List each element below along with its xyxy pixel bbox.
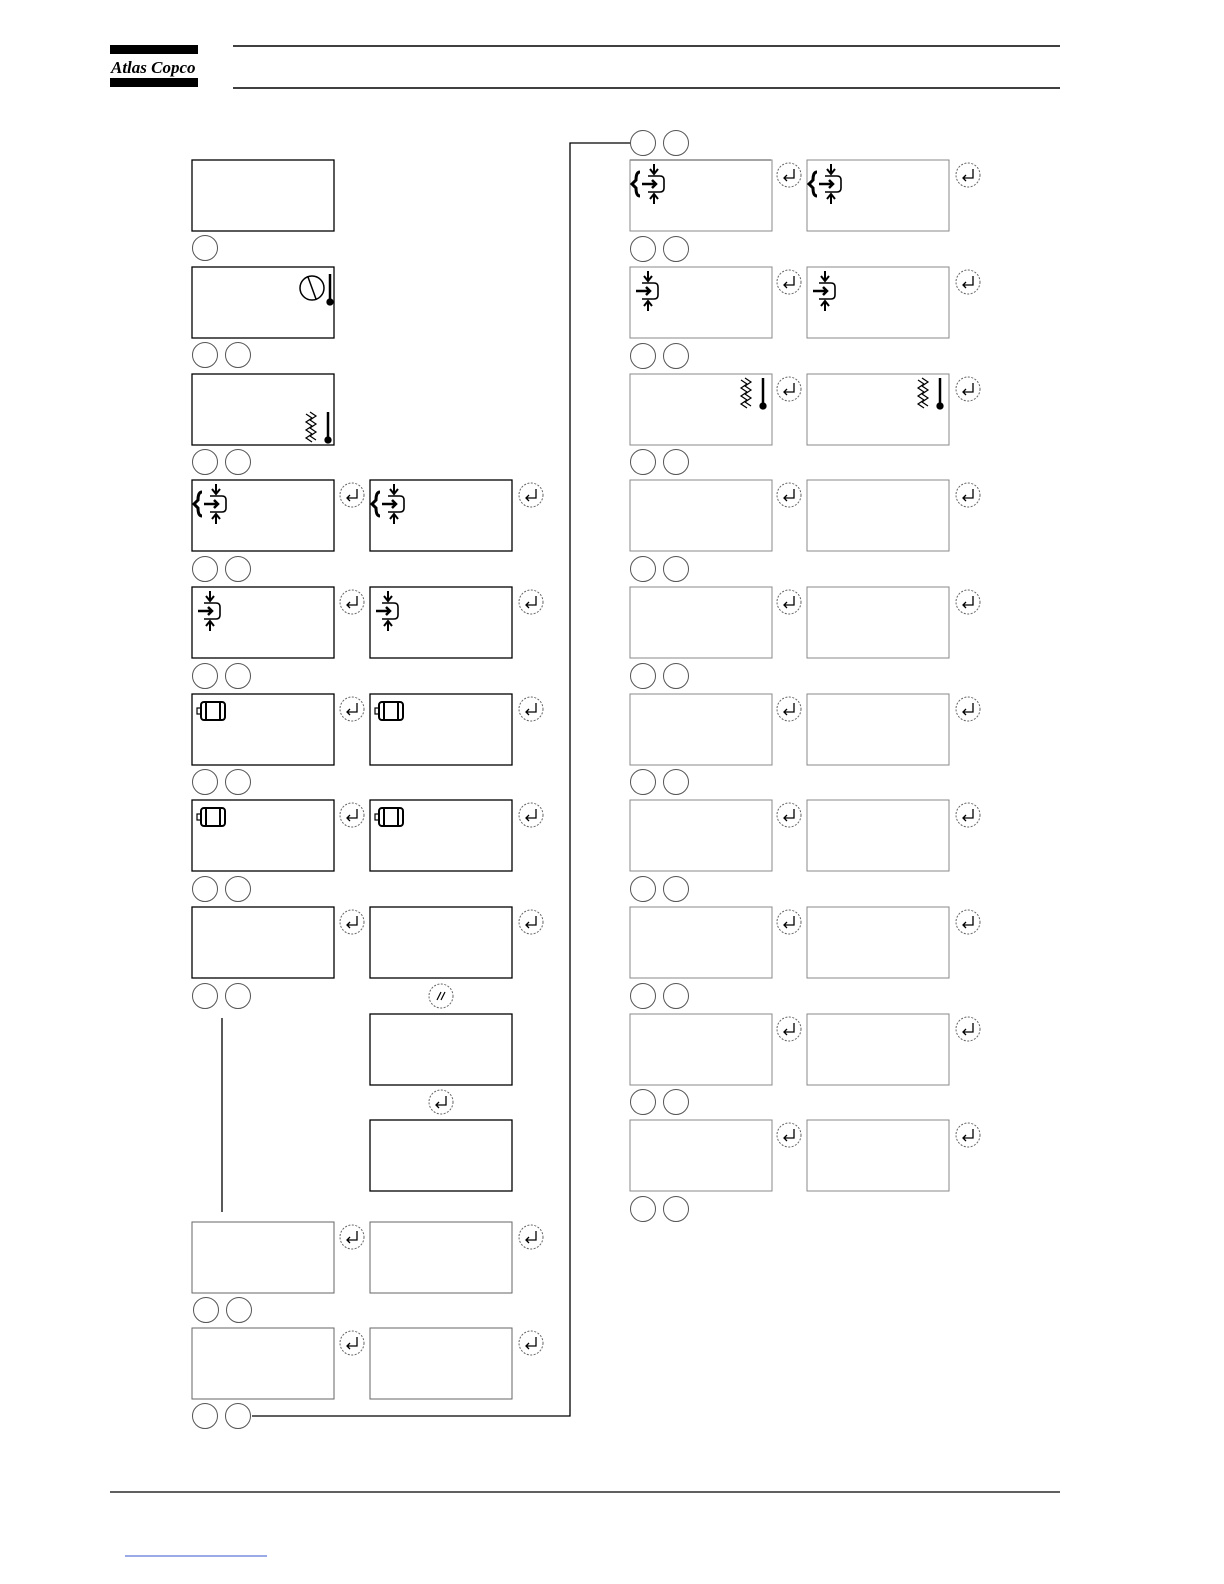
display-screen <box>807 374 949 445</box>
display-screen <box>192 907 334 978</box>
element-temperature-icon <box>741 378 766 409</box>
nav-button-pair[interactable] <box>631 1197 689 1222</box>
enter-icon[interactable] <box>956 483 980 507</box>
display-screen <box>630 1014 772 1085</box>
enter-icon[interactable] <box>519 590 543 614</box>
pressure-input-icon <box>376 591 398 631</box>
enter-icon[interactable] <box>340 483 364 507</box>
nav-button-pair[interactable] <box>193 1404 251 1429</box>
nav-button-pair[interactable] <box>193 450 251 475</box>
display-screen <box>192 800 334 871</box>
display-screen <box>630 480 772 551</box>
display-screen <box>370 1222 512 1293</box>
pressure-split-icon <box>632 164 664 204</box>
connector-line <box>252 143 631 1416</box>
pressure-input-icon <box>636 271 658 311</box>
nav-button-pair[interactable] <box>631 877 689 902</box>
enter-icon[interactable] <box>777 803 801 827</box>
enter-icon[interactable] <box>956 1123 980 1147</box>
enter-icon[interactable] <box>956 910 980 934</box>
motor-icon <box>197 808 225 826</box>
pressure-input-icon <box>198 591 220 631</box>
display-screen <box>192 160 334 231</box>
right-column <box>630 131 980 1222</box>
enter-icon[interactable] <box>519 803 543 827</box>
nav-button-pair[interactable] <box>193 343 251 368</box>
enter-icon[interactable] <box>340 1331 364 1355</box>
footer <box>110 1492 1060 1556</box>
pressure-input-icon <box>813 271 835 311</box>
motor-icon <box>197 702 225 720</box>
nav-button-pair[interactable] <box>631 557 689 582</box>
display-screen <box>807 1120 949 1191</box>
enter-icon[interactable] <box>777 377 801 401</box>
display-screen <box>370 800 512 871</box>
enter-icon[interactable] <box>956 163 980 187</box>
compressor-temperature-icon <box>300 274 333 305</box>
nav-button-pair[interactable] <box>194 1298 252 1323</box>
display-screen <box>192 694 334 765</box>
nav-button-pair[interactable] <box>631 344 689 369</box>
nav-button-pair[interactable] <box>631 450 689 475</box>
display-screen <box>807 1014 949 1085</box>
motor-icon <box>375 702 403 720</box>
element-temperature-icon <box>918 378 943 409</box>
enter-icon[interactable] <box>519 1331 543 1355</box>
nav-button-pair[interactable] <box>193 770 251 795</box>
logo <box>110 45 198 87</box>
nav-button-pair[interactable] <box>193 877 251 902</box>
enter-icon[interactable] <box>777 1123 801 1147</box>
enter-icon[interactable] <box>777 163 801 187</box>
enter-icon[interactable] <box>519 910 543 934</box>
display-screen <box>192 1222 334 1293</box>
enter-icon[interactable] <box>429 1090 453 1114</box>
logo-text: Atlas Copco <box>111 58 196 77</box>
nav-button-pair[interactable] <box>193 557 251 582</box>
left-column <box>192 143 631 1429</box>
header <box>110 45 1060 88</box>
motor-icon <box>375 808 403 826</box>
nav-button-pair[interactable] <box>631 131 689 156</box>
display-screen <box>630 800 772 871</box>
display-screen <box>807 907 949 978</box>
enter-icon[interactable] <box>777 590 801 614</box>
nav-button-pair[interactable] <box>193 984 251 1009</box>
enter-icon[interactable] <box>519 697 543 721</box>
enter-icon[interactable] <box>777 697 801 721</box>
nav-button-pair[interactable] <box>631 664 689 689</box>
enter-icon[interactable] <box>777 910 801 934</box>
enter-icon[interactable] <box>777 270 801 294</box>
nav-button-pair[interactable] <box>631 984 689 1009</box>
display-screen <box>630 694 772 765</box>
display-screen <box>370 694 512 765</box>
enter-icon[interactable] <box>777 1017 801 1041</box>
nav-button-pair[interactable] <box>631 770 689 795</box>
nav-button-pair[interactable] <box>631 1090 689 1115</box>
enter-icon[interactable] <box>340 1225 364 1249</box>
pressure-split-icon <box>372 484 404 524</box>
enter-icon[interactable] <box>340 910 364 934</box>
enter-icon[interactable] <box>956 803 980 827</box>
display-screen <box>630 1120 772 1191</box>
nav-button-pair[interactable] <box>631 237 689 262</box>
display-screen <box>807 800 949 871</box>
enter-icon[interactable] <box>519 1225 543 1249</box>
display-screen <box>630 374 772 445</box>
pressure-split-icon <box>194 484 226 524</box>
display-screen <box>192 1328 334 1399</box>
display-screen <box>370 1014 512 1085</box>
enter-icon[interactable] <box>956 590 980 614</box>
enter-icon[interactable] <box>956 377 980 401</box>
enter-icon[interactable] <box>340 803 364 827</box>
display-screen <box>370 1120 512 1191</box>
enter-icon[interactable] <box>956 1017 980 1041</box>
display-screen <box>370 1328 512 1399</box>
display-screen <box>630 907 772 978</box>
pressure-split-icon <box>809 164 841 204</box>
display-screen <box>807 694 949 765</box>
display-screen <box>370 907 512 978</box>
enter-icon[interactable] <box>519 483 543 507</box>
nav-button[interactable] <box>193 236 218 261</box>
enter-icon[interactable] <box>340 590 364 614</box>
display-screen <box>192 267 334 338</box>
enter-icon[interactable] <box>340 697 364 721</box>
element-temperature-icon <box>306 412 331 443</box>
display-screen <box>807 480 949 551</box>
enter-icon[interactable] <box>777 483 801 507</box>
enter-icon[interactable] <box>956 697 980 721</box>
display-screen <box>807 587 949 658</box>
enter-icon[interactable] <box>956 270 980 294</box>
reset-icon[interactable] <box>429 984 453 1008</box>
nav-button-pair[interactable] <box>193 664 251 689</box>
display-screen <box>630 587 772 658</box>
